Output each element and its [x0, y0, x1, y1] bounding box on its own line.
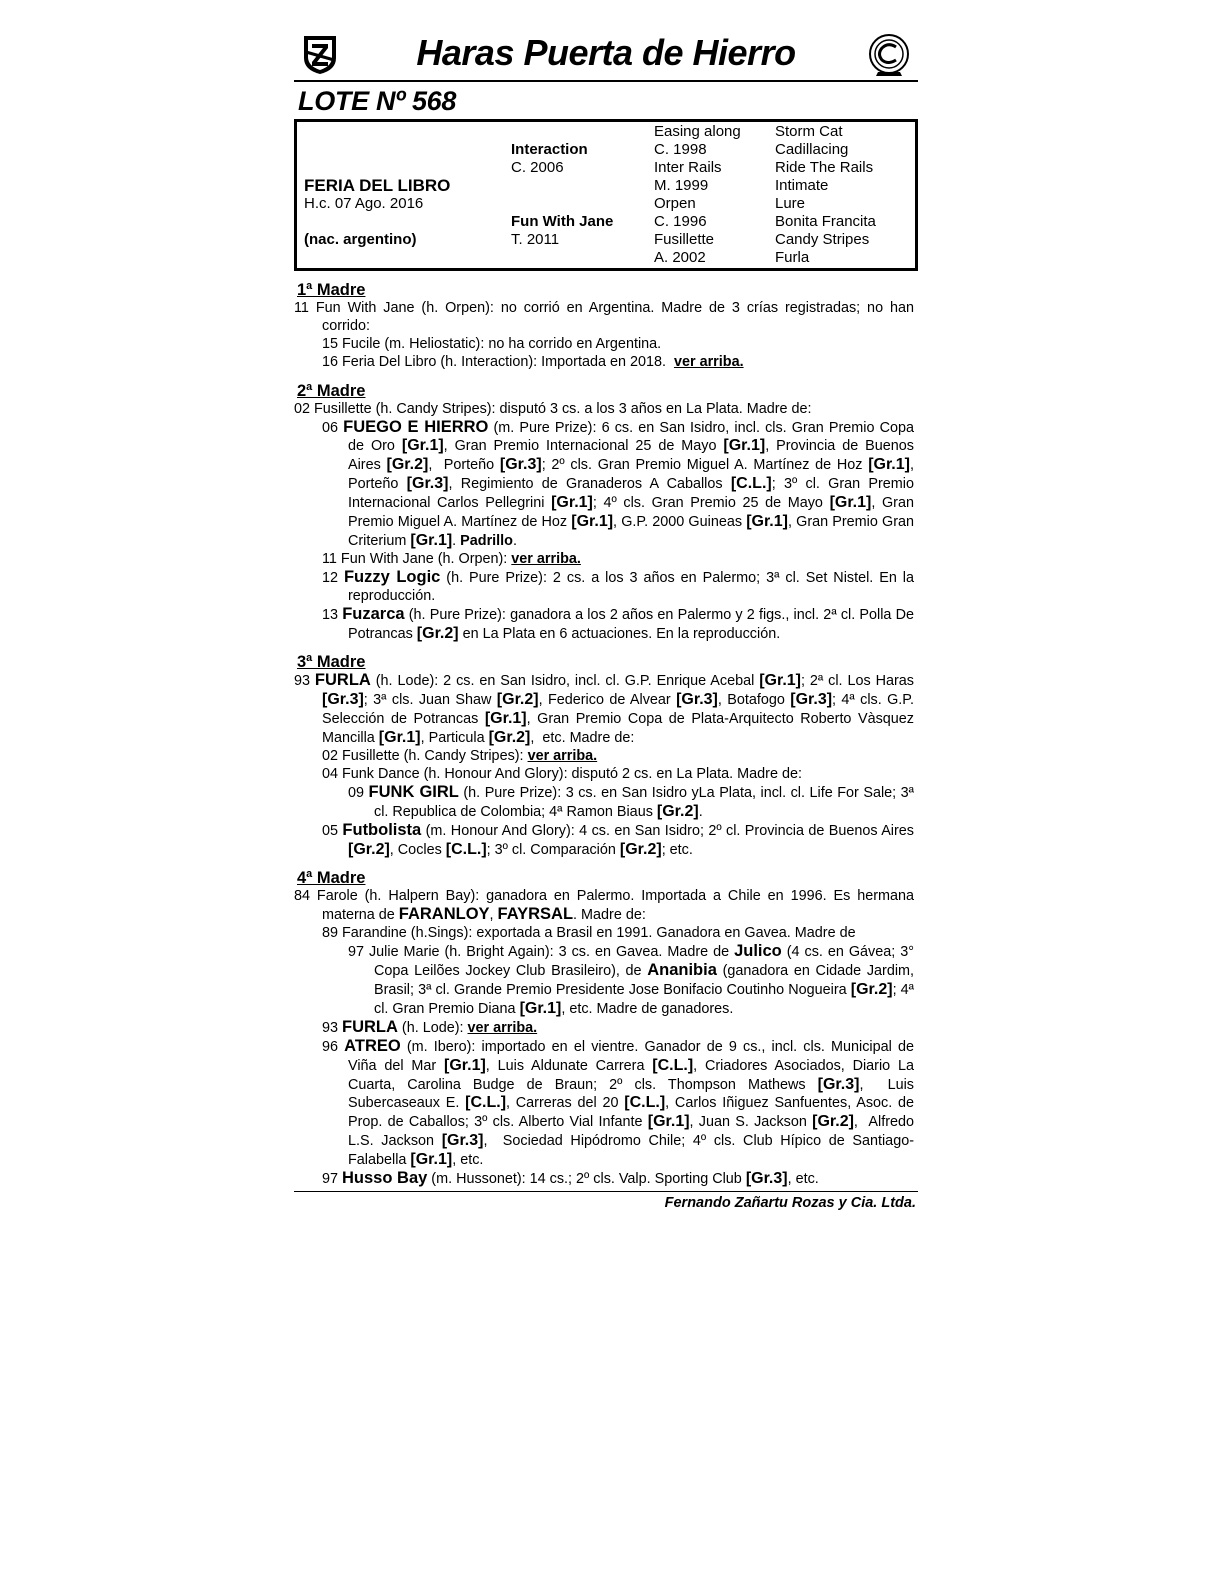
list-item: 93 FURLA (h. Lode): 2 cs. en San Isidro, incl. cl. G.P. Enrique Acebal [Gr.1]; 2ª cl. Los Haras [Gr.3]; 3ª cls. Juan Shaw [Gr.2], Federico de Alvear [Gr.3], Botafogo [Gr.3]; 4ª cls. G.P. Selección de Potrancas [Gr.1], Gran Premio Copa de Plata-Arquitecto Roberto Vàsquez Mancilla [Gr.1], Particula [Gr.2], etc. Madre de:	[294, 671, 915, 747]
horse-name: Fuzzy Logic	[343, 567, 441, 586]
gen3-cell: Easing along	[654, 123, 741, 140]
list-item: 13 Fuzarca (h. Pure Prize): ganadora a los 2 años en Palermo y 2 figs., incl. 2ª cl. Polla De Potrancas [Gr.2] en La Plata en 6 actuaciones. En la reproducción.	[322, 604, 914, 642]
list-item: 89 Farandine (h.Sings): exportada a Brasil en 1991. Ganadora en Gavea. Madre de	[322, 925, 856, 942]
ver-arriba-link[interactable]: ver arriba.	[673, 353, 744, 370]
catalog-page	[294, 30, 918, 1213]
ver-arriba-link[interactable]: ver arriba.	[527, 748, 598, 765]
list-item: 97 Husso Bay (m. Hussonet): 14 cs.; 2º cls. Valp. Sporting Club [Gr.3], etc.	[322, 1169, 819, 1188]
gen4-cell: Lure	[775, 195, 806, 212]
gen4-cell: Ride The Rails	[775, 159, 874, 176]
horse-name: Fuzarca	[342, 604, 405, 623]
list-item: 09 FUNK GIRL (h. Pure Prize): 3 cs. en San Isidro yLa Plata, incl. cl. Life For Sale; 3ª cl. Republica de Colombia; 4ª Ramon Biaus [Gr.2].	[348, 782, 914, 820]
gen4-cell: Cadillacing	[775, 141, 849, 158]
gen4-cell: Storm Cat	[775, 123, 843, 140]
produce-record	[294, 281, 918, 1213]
dam-name: Fun With Jane	[511, 213, 614, 230]
list-item: 96 ATREO (m. Ibero): importado en el vientre. Ganador de 9 cs., incl. cls. Municipal de Viña del Mar [Gr.1], Luis Aldunate Carrera [C.L.], Criadores Asociados, Diario La Cuarta, Carolina Budge de Braun; 2º cls. Thompson Mathews [Gr.3], Luis Subercaseaux E. [C.L.], Carreras del 20 [C.L.], Carlos Iñiguez Sanfuentes, Asoc. de Prop. de Caballos; 3º cls. Alberto Vial Infante [Gr.1], Juan S. Jackson [Gr.2], Alfredo L.S. Jackson [Gr.3], Sociedad Hipódromo Chile; 4º cls. Club Hípico de Santiago-Falabella [Gr.1], etc.	[322, 1036, 915, 1169]
sire-info: C. 2006	[511, 159, 564, 176]
lot-number: LOTE Nº 568	[298, 86, 457, 116]
list-item: 02 Fusillette (h. Candy Stripes): disputó 3 cs. a los 3 años en La Plata. Madre de:	[294, 400, 812, 417]
horse-name: Futbolista	[342, 820, 422, 839]
horse-name: FURLA	[342, 1017, 398, 1036]
ver-arriba-link[interactable]: ver arriba.	[511, 550, 581, 567]
list-item: 97 Julie Marie (h. Bright Again): 3 cs. en Gavea. Madre de Julico (4 cs. en Gávea; 3° Copa Leilões Jockey Club Brasileiro), de Ananibia (ganadora en Cidade Jardim, Brasil; 3ª cl. Grande Premio Presidente Jose Bonifacio Coutinho Nogueira [Gr.2]; 4ª cl. Gran Premio Diana [Gr.1], etc. Madre de ganadores.	[348, 942, 915, 1017]
pedigree-table	[294, 119, 918, 271]
horse-name: Husso Bay	[342, 1169, 428, 1188]
horse-name: FURLA	[314, 671, 371, 690]
sire-name: Interaction	[511, 141, 588, 158]
ver-arriba-link[interactable]: ver arriba.	[467, 1019, 538, 1036]
gen3-cell: A. 2002	[654, 249, 706, 266]
section-heading: 4ª Madre	[297, 869, 366, 888]
list-item: 11 Fun With Jane (h. Orpen): ver arriba.	[322, 550, 581, 567]
section-heading: 3ª Madre	[297, 653, 366, 672]
horse-origin: (nac. argentino)	[304, 231, 417, 248]
list-item: 16 Feria Del Libro (h. Interaction): Importada en 2018. ver arriba.	[322, 353, 744, 370]
list-item: 02 Fusillette (h. Candy Stripes): ver arriba.	[322, 748, 598, 765]
gen4-cell: Candy Stripes	[775, 231, 870, 248]
list-item: 12 Fuzzy Logic (h. Pure Prize): 2 cs. a los 3 años en Palermo; 3ª cl. Set Nistel. En la reproducción.	[322, 567, 914, 604]
footer-company: Fernando Zañartu Rozas y Cia. Ltda.	[664, 1194, 916, 1211]
gen3-cell: M. 1999	[654, 177, 709, 194]
footer-divider	[294, 1191, 918, 1192]
list-item: 06 FUEGO E HIERRO (m. Pure Prize): 6 cs. en San Isidro, incl. cls. Gran Premio Copa de Oro [Gr.1], Gran Premio Internacional 25 de Mayo [Gr.1], Provincia de Buenos Aires [Gr.2], Porteño [Gr.3]; 2º cls. Gran Premio Miguel A. Martínez de Hoz [Gr.1], Porteño [Gr.3], Regimiento de Granaderos A Caballos [C.L.]; 3º cl. Gran Premio Internacional Carlos Pellegrini [Gr.1]; 4º cls. Gran Premio 25 de Mayo [Gr.1], Gran Premio Miguel A. Martínez de Hoz [Gr.1], G.P. 2000 Guineas [Gr.1], Gran Premio Gran Criterium [Gr.1]. Padrillo.	[322, 417, 914, 549]
list-item: 11 Fun With Jane (h. Orpen): no corrió en Argentina. Madre de 3 crías registradas; no han corrido:	[294, 300, 914, 334]
gen3-cell: Orpen	[654, 195, 696, 212]
section-heading: 2ª Madre	[297, 381, 366, 400]
seal-emblem-icon	[866, 32, 912, 78]
list-item: 84 Farole (h. Halpern Bay): ganadora en Palermo. Importada a Chile en 1996. Es hermana materna de FARANLOY, FAYRSAL. Madre de:	[294, 888, 914, 924]
dam-info: T. 2011	[511, 231, 560, 248]
gen4-cell: Furla	[775, 249, 810, 266]
gen3-cell: Fusillette	[654, 231, 715, 248]
gen3-cell: C. 1998	[654, 141, 707, 158]
section-heading: 1ª Madre	[297, 281, 366, 299]
horse-name: ATREO	[344, 1036, 401, 1055]
haras-title: Haras Puerta de Hierro	[416, 32, 796, 73]
horse-name: FUNK GIRL	[368, 782, 459, 801]
list-item: 04 Funk Dance (h. Honour And Glory): disputó 2 cs. en La Plata. Madre de:	[322, 765, 802, 782]
list-item: 05 Futbolista (m. Honour And Glory): 4 cs. en San Isidro; 2º cl. Provincia de Buenos Aires [Gr.2], Cocles [C.L.]; 3º cl. Comparación [Gr.2]; etc.	[322, 820, 914, 858]
gen3-cell: C. 1996	[654, 213, 707, 230]
page-header	[294, 30, 918, 82]
horse-name: FERIA DEL LIBRO	[304, 176, 451, 195]
horse-name: FUEGO E HIERRO	[343, 417, 489, 436]
horse-info: H.c. 07 Ago. 2016	[304, 195, 424, 212]
list-item: 93 FURLA (h. Lode): ver arriba.	[322, 1017, 538, 1036]
gen3-cell: Inter Rails	[654, 159, 722, 176]
gen4-cell: Intimate	[775, 177, 829, 194]
gen4-cell: Bonita Francita	[775, 213, 876, 230]
list-item: 15 Fucile (m. Heliostatic): no ha corrido en Argentina.	[322, 335, 662, 352]
